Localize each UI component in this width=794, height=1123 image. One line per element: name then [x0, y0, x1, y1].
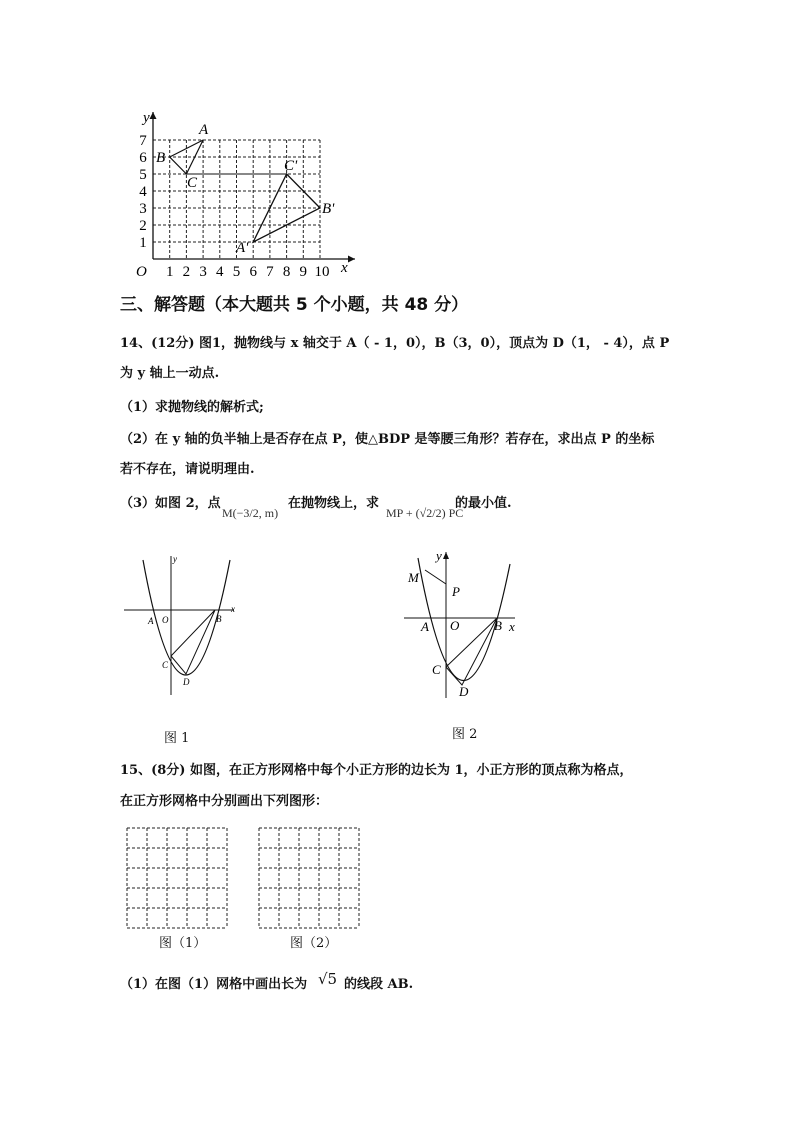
- y-label: y: [436, 548, 442, 563]
- y-label: y: [173, 554, 177, 564]
- x-tick: 6: [249, 264, 257, 280]
- point-b-label: B: [156, 150, 166, 166]
- x-label: x: [231, 604, 235, 614]
- x-tick: 4: [216, 264, 224, 280]
- c-label: C: [162, 660, 169, 670]
- sqrt-five: √5: [318, 970, 338, 988]
- q14-part3-b: 在抛物线上，求: [288, 496, 380, 511]
- p-label: P: [452, 584, 460, 599]
- a-label: A: [421, 619, 429, 634]
- q14-part3-c: 的最小值.: [455, 496, 512, 511]
- x-tick: 5: [232, 264, 241, 280]
- c-label: C: [432, 662, 441, 677]
- x-arrow-icon: [348, 256, 355, 263]
- y-arrow-icon: [150, 112, 157, 119]
- fig1-caption: 图 1: [164, 731, 190, 746]
- parabola-figure-1: [120, 550, 250, 695]
- coordinate-figure: [125, 100, 370, 280]
- d-label: D: [183, 677, 190, 687]
- q14-line2: 为 y 轴上一动点.: [120, 366, 220, 381]
- b-label: B: [494, 618, 502, 633]
- grid1-caption: 图（1）: [159, 936, 207, 951]
- q15-part1-b: 的线段 AB.: [344, 977, 414, 992]
- formula-expression: MP + (√2/2) PC: [386, 506, 464, 520]
- q14-line1: 14、(12分) 图1，抛物线与 x 轴交于 A（ - 1，0），B（3，0），顶点为 D（1， - 4），点 P: [120, 336, 670, 351]
- m-label: M: [408, 570, 419, 585]
- y-tick: 4: [139, 184, 147, 200]
- parabola-figure-2: [400, 545, 530, 705]
- q15-line1: 15、(8分) 如图，在正方形网格中每个小正方形的边长为 1，小正方形的顶点称为格点，: [120, 763, 633, 778]
- x-tick: 10: [314, 264, 330, 280]
- b-label: B: [216, 614, 222, 624]
- origin-label: O: [136, 264, 147, 280]
- section-heading: 三、解答题（本大题共 5 个小题，共 48 分）: [120, 295, 469, 315]
- y-tick: 2: [139, 218, 147, 234]
- x-tick: 7: [266, 264, 274, 280]
- q14-part1: （1）求抛物线的解析式;: [120, 400, 264, 415]
- y-tick: 1: [139, 235, 147, 251]
- segment-mp: [425, 570, 446, 584]
- formula-m: M(−3/2, m): [222, 506, 279, 520]
- d-label: D: [459, 684, 469, 699]
- y-tick: 6: [139, 150, 147, 166]
- q14-part2-b: 若不存在，请说明理由.: [120, 462, 255, 477]
- point-c-label: C: [187, 175, 198, 191]
- q15-part1-a: （1）在图（1）网格中画出长为: [120, 977, 308, 992]
- point-a-prime-label: A': [236, 240, 249, 256]
- q14-part3-a: （3）如图 2，点: [120, 496, 221, 511]
- grid2-caption: 图（2）: [290, 936, 338, 951]
- x-tick: 8: [282, 264, 291, 280]
- x-tick: 9: [299, 264, 308, 280]
- point-c-prime-label: C': [284, 158, 298, 174]
- y-tick: 5: [139, 167, 147, 183]
- point-a-label: A: [199, 122, 209, 138]
- o-label: O: [450, 618, 460, 633]
- square-grid-1: [125, 826, 230, 931]
- o-label: O: [162, 615, 169, 625]
- square-grid-2: [257, 826, 362, 931]
- y-tick: 3: [139, 201, 147, 217]
- axes: [153, 112, 355, 259]
- x-tick: 2: [182, 264, 191, 280]
- a-label: A: [148, 616, 154, 626]
- x-tick: 1: [165, 264, 174, 280]
- y-arrow-icon: [443, 552, 449, 559]
- fig2-caption: 图 2: [452, 727, 478, 742]
- triangle-bcd: [171, 610, 215, 674]
- x-tick: 3: [199, 264, 207, 280]
- x-axis-label: x: [341, 260, 348, 276]
- point-b-prime-label: B': [322, 201, 335, 217]
- y-axis-label: y: [143, 110, 150, 126]
- q14-part2-a: （2）在 y 轴的负半轴上是否存在点 P，使△BDP 是等腰三角形？若存在，求出点 P 的坐标: [120, 432, 655, 447]
- y-tick: 7: [139, 133, 147, 149]
- q15-line2: 在正方形网格中分别画出下列图形：: [120, 794, 329, 809]
- x-label: x: [509, 619, 515, 634]
